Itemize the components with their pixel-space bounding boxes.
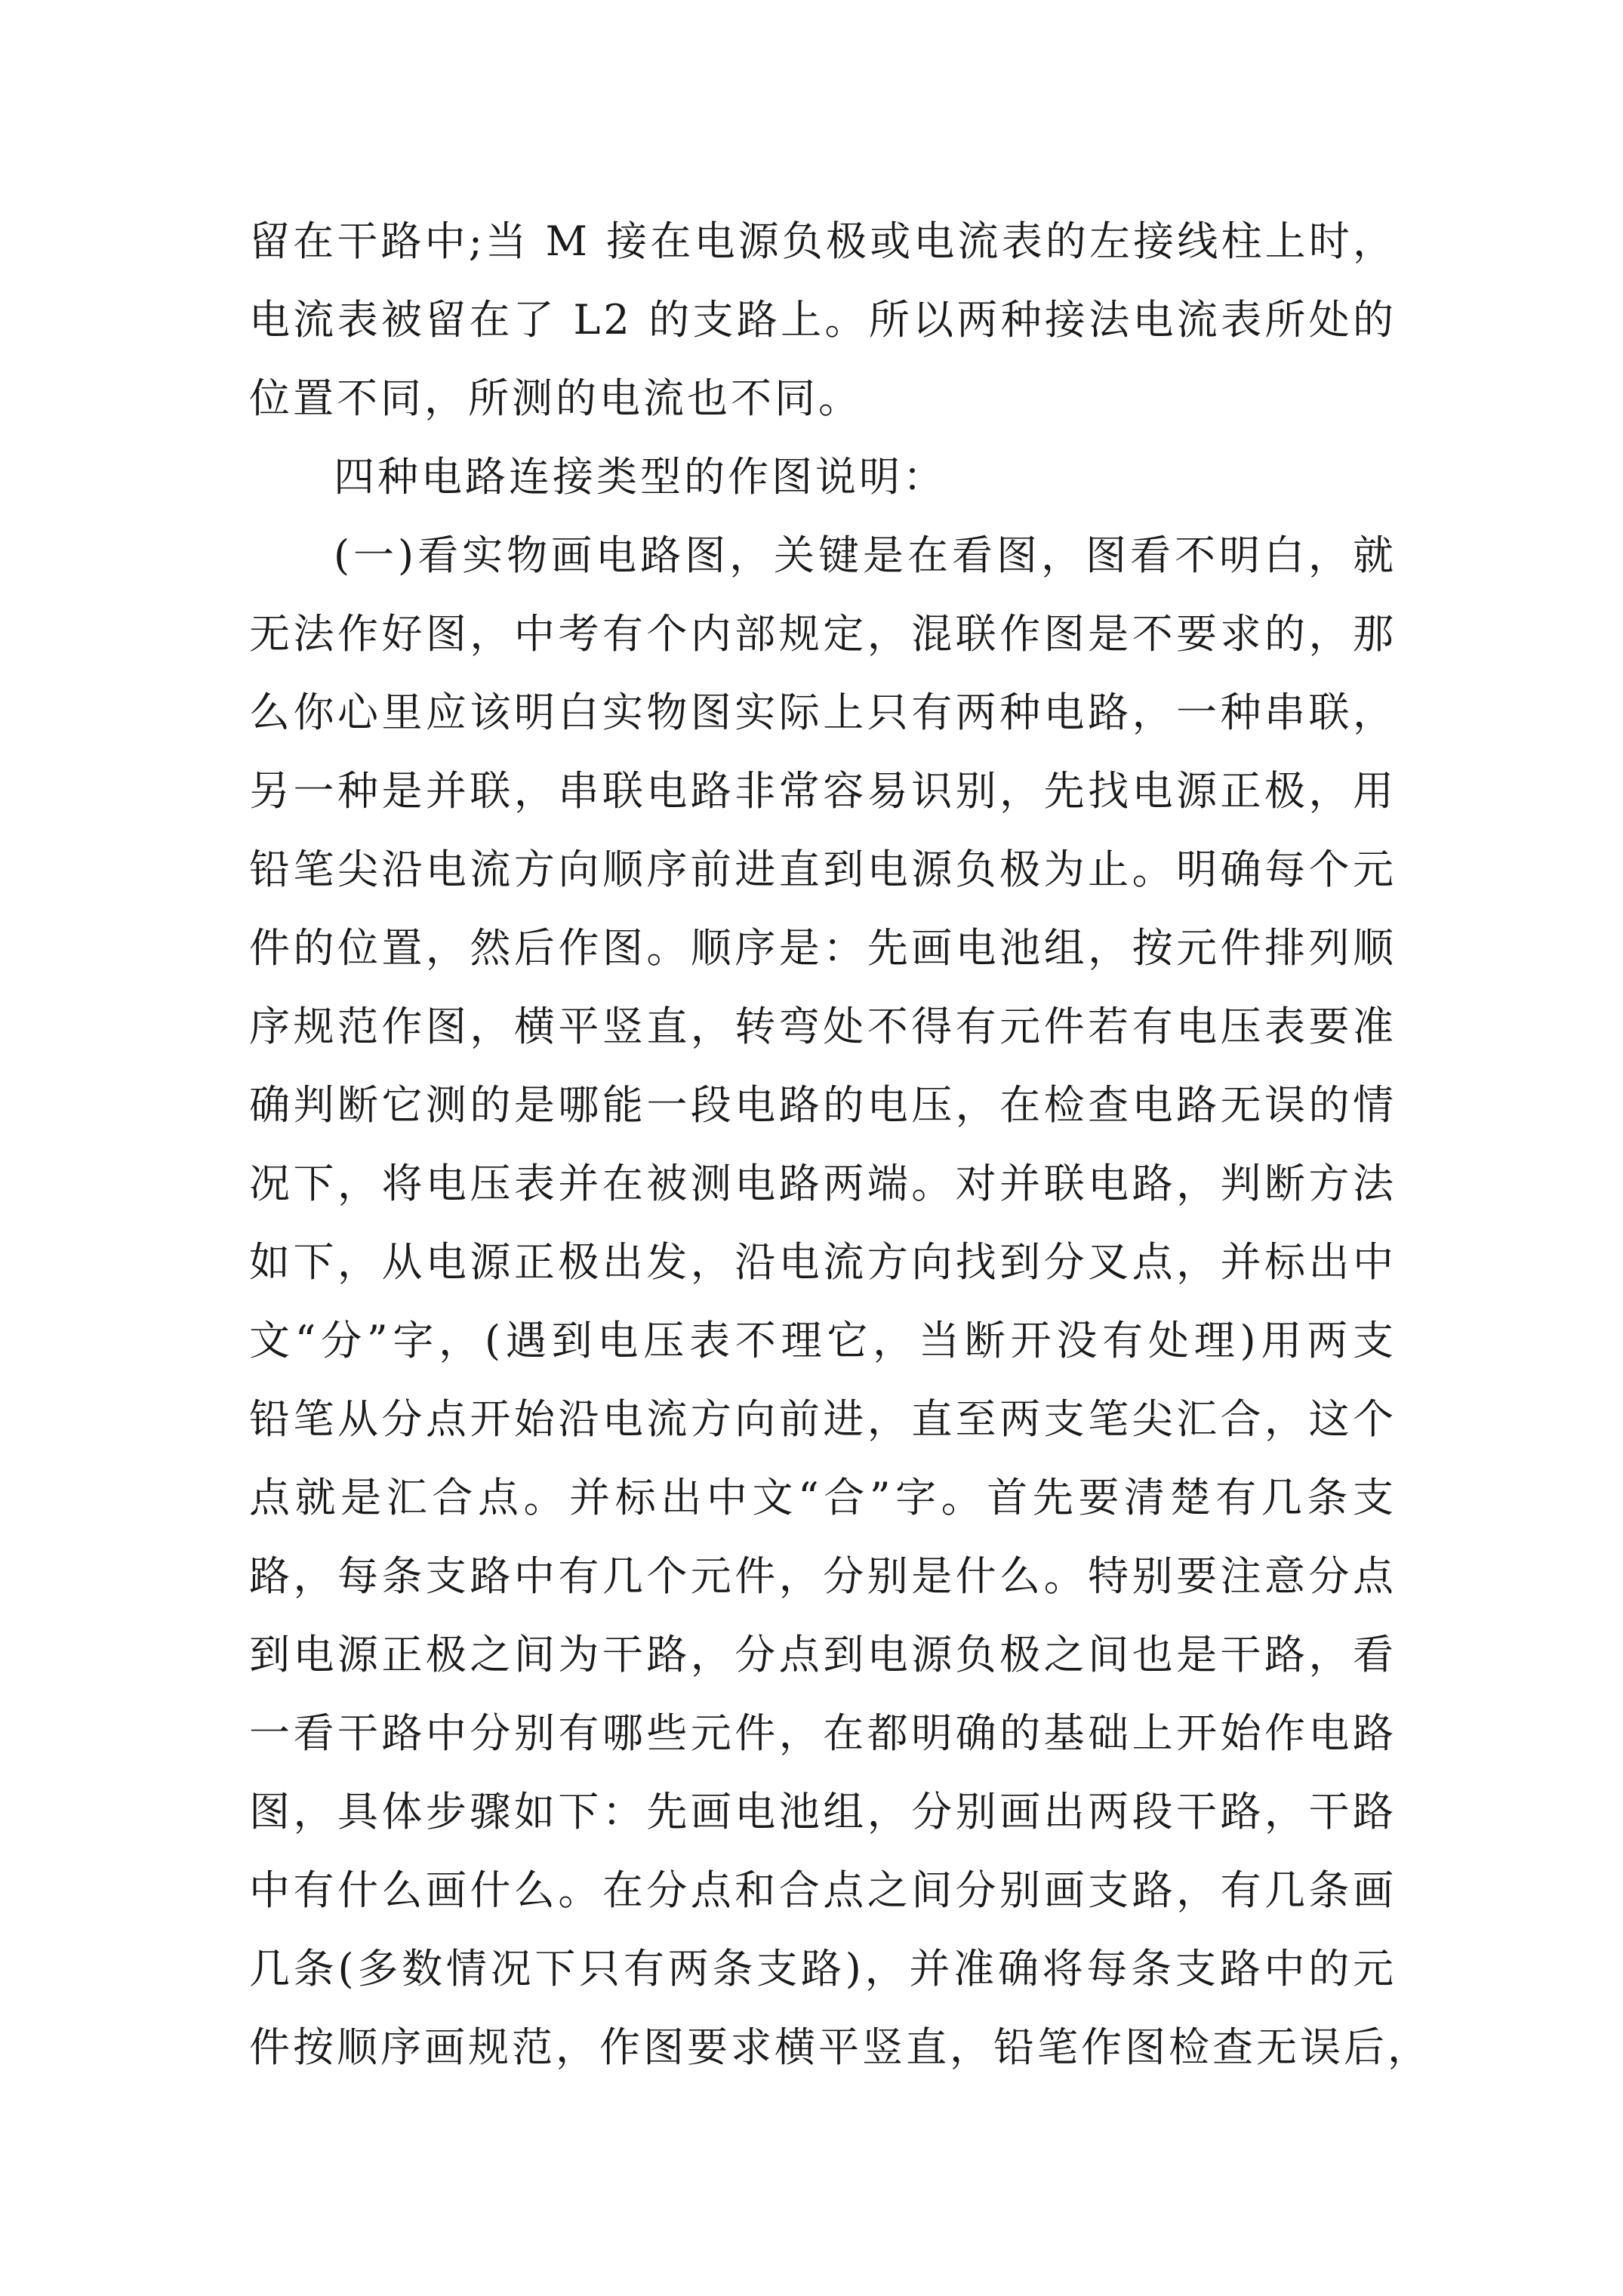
text-line: 确判断它测的是哪能一段电路的电压，在检查电路无误的情 [249,1081,1397,1129]
text-line: 况下，将电压表并在被测电路两端。对并联电路，判断方法 [249,1160,1397,1207]
text-line: 序规范作图，横平竖直，转弯处不得有元件若有电压表要准 [249,1003,1397,1050]
text-line: 件按顺序画规范，作图要求横平竖直，铅笔作图检查无误后， [249,2023,1431,2071]
text-line: 图，具体步骤如下：先画电池组，分别画出两段干路，干路 [249,1788,1397,1835]
text-line: 位置不同，所测的电流也不同。 [249,374,862,422]
document-body [249,202,1431,2087]
text-line: 一看干路中分别有哪些元件，在都明确的基础上开始作电路 [249,1709,1397,1757]
text-line: 件的位置，然后作图。顺序是：先画电池组，按元件排列顺 [249,924,1397,972]
text-line: 四种电路连接类型的作图说明： [334,453,947,501]
text-line: 文“分”字，(遇到电压表不理它，当断开没有处理)用两支 [249,1317,1397,1364]
text-line: 到电源正极之间为干路，分点到电源负极之间也是干路，看 [249,1631,1397,1678]
text-line: 几条(多数情况下只有两条支路)，并准确将每条支路中的元 [249,1945,1397,1992]
text-line: 点就是汇合点。并标出中文“合”字。首先要清楚有几条支 [249,1474,1397,1521]
text-line: 么你心里应该明白实物图实际上只有两种电路，一种串联， [249,689,1397,736]
text-line: 留在干路中;当 M 接在电源负极或电流表的左接线柱上时， [249,217,1397,265]
text-line: 如下，从电源正极出发，沿电流方向找到分叉点，并标出中 [249,1238,1397,1286]
text-line: 另一种是并联，串联电路非常容易识别，先找电源正极，用 [249,767,1397,815]
text-line: 无法作好图，中考有个内部规定，混联作图是不要求的，那 [249,610,1397,658]
text-line: 路，每条支路中有几个元件，分别是什么。特别要注意分点 [249,1552,1397,1600]
text-line: 电流表被留在了 L2 的支路上。所以两种接法电流表所处的 [249,296,1397,344]
text-line: (一)看实物画电路图，关键是在看图，图看不明白，就 [334,532,1397,579]
text-line: 中有什么画什么。在分点和合点之间分别画支路，有几条画 [249,1866,1397,1914]
text-line: 铅笔从分点开始沿电流方向前进，直至两支笔尖汇合，这个 [249,1395,1397,1443]
text-line: 铅笔尖沿电流方向顺序前进直到电源负极为止。明确每个元 [249,846,1397,893]
